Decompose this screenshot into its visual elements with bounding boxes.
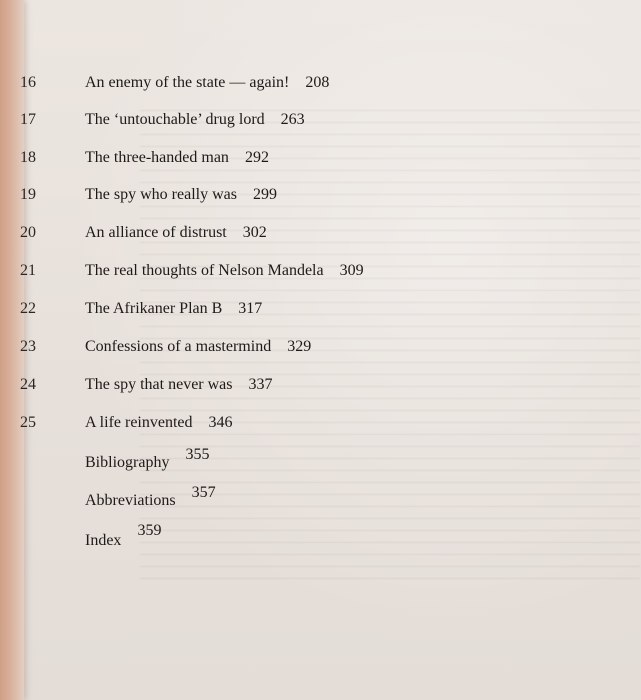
page-number: 357	[191, 484, 216, 501]
back-matter-title: Index	[85, 532, 122, 549]
page-number: 329	[287, 338, 312, 355]
chapter-title: An enemy of the state — again!	[85, 74, 290, 91]
chapter-number: 21	[20, 262, 36, 279]
chapter-number: 16	[20, 74, 36, 91]
chapter-title: Confessions of a mastermind	[85, 338, 272, 355]
chapter-number: 23	[20, 338, 36, 355]
chapter-title: The ‘untouchable’ drug lord	[85, 111, 265, 128]
chapter-number: 22	[20, 300, 36, 317]
page-number: 302	[242, 224, 267, 241]
page-number: 208	[305, 74, 330, 91]
chapter-number: 19	[20, 186, 36, 203]
page-number: 292	[244, 149, 269, 166]
page-number: 359	[137, 522, 162, 539]
chapter-title: The real thoughts of Nelson Mandela	[85, 262, 324, 279]
page-number: 309	[339, 262, 364, 279]
chapter-number: 25	[20, 414, 36, 431]
chapter-title: The Afrikaner Plan B	[85, 300, 223, 317]
chapter-title: The three-handed man	[85, 149, 229, 166]
page-number: 263	[280, 111, 305, 128]
chapter-title: A life reinvented	[85, 414, 193, 431]
back-matter-title: Abbreviations	[85, 492, 176, 509]
page-number: 299	[252, 186, 277, 203]
page-number: 346	[208, 414, 233, 431]
page-number: 355	[185, 446, 210, 463]
chapter-title: An alliance of distrust	[85, 224, 227, 241]
back-matter-title: Bibliography	[85, 454, 170, 471]
chapter-number: 18	[20, 149, 36, 166]
chapter-number: 24	[20, 376, 36, 393]
chapter-title: The spy who really was	[85, 186, 237, 203]
chapter-title: The spy that never was	[85, 376, 233, 393]
page-number: 337	[248, 376, 273, 393]
chapter-number: 20	[20, 224, 36, 241]
page-number: 317	[238, 300, 263, 317]
chapter-number: 17	[20, 111, 36, 128]
